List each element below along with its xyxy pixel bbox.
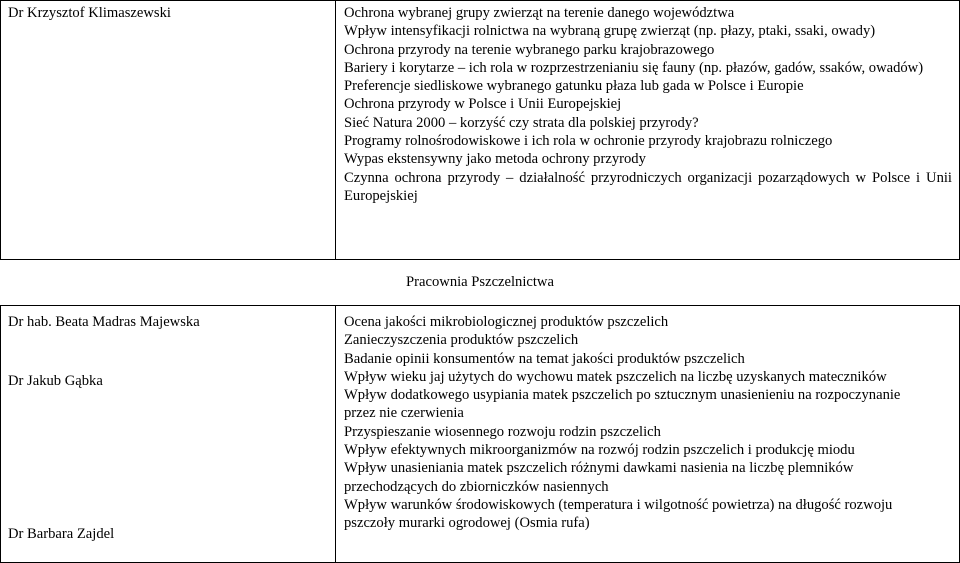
topic-line: Ochrona przyrody na terenie wybranego parku krajobrazowego xyxy=(344,41,715,58)
table-border-left-upper xyxy=(0,0,1,260)
topic-line: Wypas ekstensywny jako metoda ochrony przyrody xyxy=(344,151,646,168)
topic-line: Badanie opinii konsumentów na temat jakości produktów pszczelich xyxy=(344,350,745,367)
column-divider-upper xyxy=(335,0,336,260)
topic-line: Preferencje siedliskowe wybranego gatunku płaza lub gada w Polsce i Europie xyxy=(344,78,804,95)
thesis-topics-list xyxy=(344,313,952,533)
thesis-topics-list xyxy=(344,4,952,205)
supervisor-name: Dr Krzysztof Klimaszewski xyxy=(8,5,171,21)
column-divider-lower xyxy=(335,305,336,563)
supervisor-name: Dr hab. Beata Madras Majewska xyxy=(8,314,200,330)
topic-line: Ochrona przyrody w Polsce i Unii Europejskiej xyxy=(344,96,622,113)
topic-line: Sieć Natura 2000 – korzyść czy strata dla polskiej przyrody? xyxy=(344,114,699,131)
topic-line: Wpływ unasieniania matek pszczelich różnymi dawkami nasienia na liczbę plemników przechodzących do zbiorniczków nasiennych xyxy=(344,460,854,495)
topic-line: Programy rolnośrodowiskowe i ich rola w ochronie przyrody krajobrazu rolniczego xyxy=(344,133,833,150)
topic-line: Zanieczyszczenia produktów pszczelich xyxy=(344,332,579,349)
table-border-bottom-top xyxy=(0,305,960,306)
topic-line: Wpływ intensyfikacji rolnictwa na wybraną grupę zwierząt (np. płazy, ptaki, ssaki, owady) xyxy=(344,23,876,40)
section-title: Pracownia Pszczelnictwa xyxy=(406,274,554,290)
topic-line: Wpływ dodatkowego usypiania matek pszczelich po sztucznym unasienieniu na rozpoczynanie przez nie czerwienia xyxy=(344,387,901,422)
topic-line: Przyspieszanie wiosennego rozwoju rodzin pszczelich xyxy=(344,423,661,440)
topic-line: Bariery i korytarze – ich rola w rozprzestrzenianiu się fauny (np. płazów, gadów, ssaków, owadów) xyxy=(344,59,924,76)
topic-line: Ocena jakości mikrobiologicznej produktów pszczelich xyxy=(344,314,669,330)
topic-line: Wpływ wieku jaj użytych do wychowu matek pszczelich na liczbę uzyskanych mateczników xyxy=(344,368,887,385)
topic-line: Czynna ochrona przyrody – działalność przyrodniczych organizacji pozarządowych w Polsce i Unii Europejskiej xyxy=(344,169,952,204)
table-border-mid xyxy=(0,259,960,260)
table-border-left-lower xyxy=(0,305,1,563)
topic-line: Ochrona wybranej grupy zwierząt na terenie danego województwa xyxy=(344,5,735,21)
supervisor-name: Dr Barbara Zajdel xyxy=(8,526,115,542)
table-border-top xyxy=(0,0,960,1)
supervisor-name: Dr Jakub Gąbka xyxy=(8,373,103,389)
topic-line: Wpływ warunków środowiskowych (temperatura i wilgotność powietrza) na długość rozwoju pszczoły murarki ogrodowej (Osmia rufa) xyxy=(344,496,893,532)
topic-line: Wpływ efektywnych mikroorganizmów na rozwój rodzin pszczelich i produkcję miodu xyxy=(344,442,855,459)
